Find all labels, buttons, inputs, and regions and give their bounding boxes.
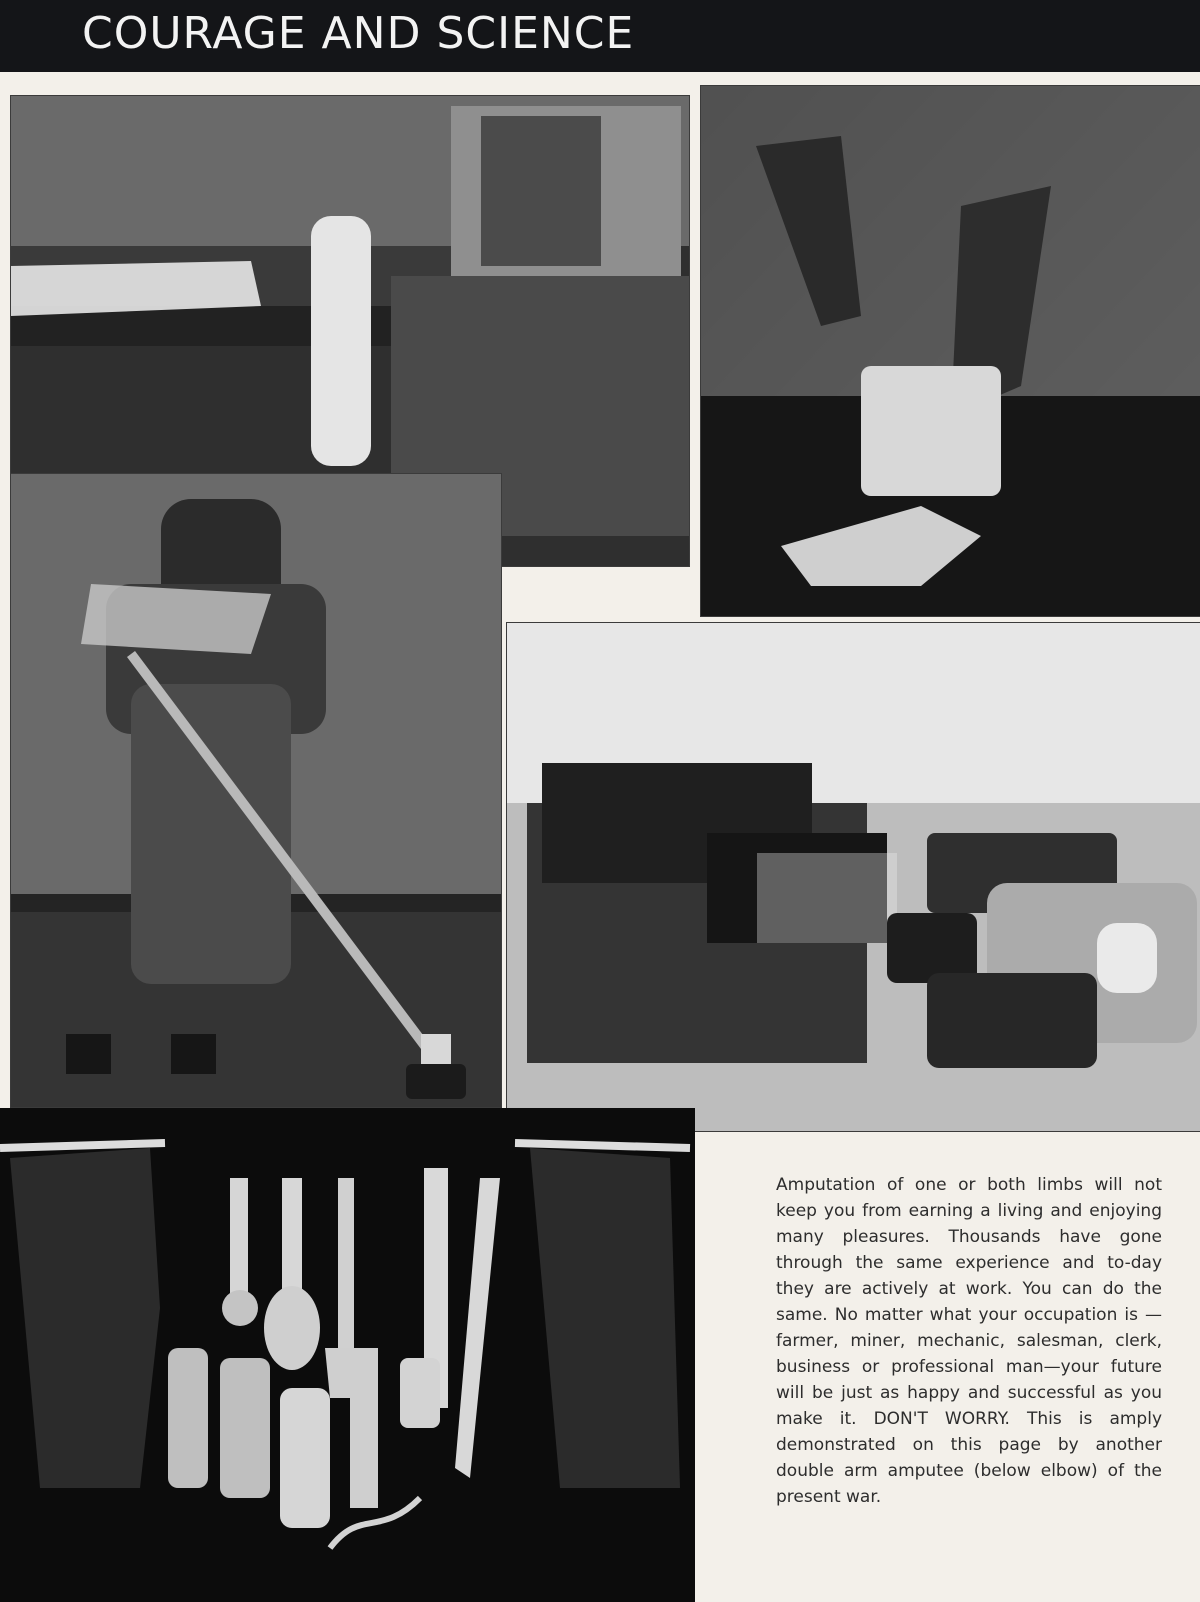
- caption-text-block: [776, 1172, 1162, 1510]
- page-header-bar: [0, 0, 1200, 72]
- photo-man-sweeping-with-broom: [10, 473, 502, 1108]
- photo-prosthetic-arms-cutting-bread: [700, 85, 1200, 617]
- photo-prosthetic-attachment-tools: [0, 1108, 695, 1602]
- caption-paragraph: Amputation of one or both limbs will not keep you from earning a living and enjoying many pleasures. Thousands have gone through the same experience and to-day they are actively at work. You can do the same. No matter what your occupation is — farmer, miner, mechanic, salesman, clerk, business or professional man—your future will be just as happy and successful as you make it. DON'T WORRY. This is amply demonstrated on this page by another double arm amputee (below elbow) of the present war.: [776, 1175, 1162, 1507]
- page-title: COURAGE AND SCIENCE: [82, 8, 635, 59]
- photo-prosthetic-arms-at-typewriter: [506, 622, 1200, 1132]
- photo-man-sweeping-with-broom-art: [11, 474, 501, 1107]
- photo-prosthetic-attachment-tools-art: [0, 1108, 695, 1602]
- photo-prosthetic-arms-at-typewriter-art: [507, 623, 1200, 1131]
- photo-prosthetic-arms-cutting-bread-art: [701, 86, 1200, 616]
